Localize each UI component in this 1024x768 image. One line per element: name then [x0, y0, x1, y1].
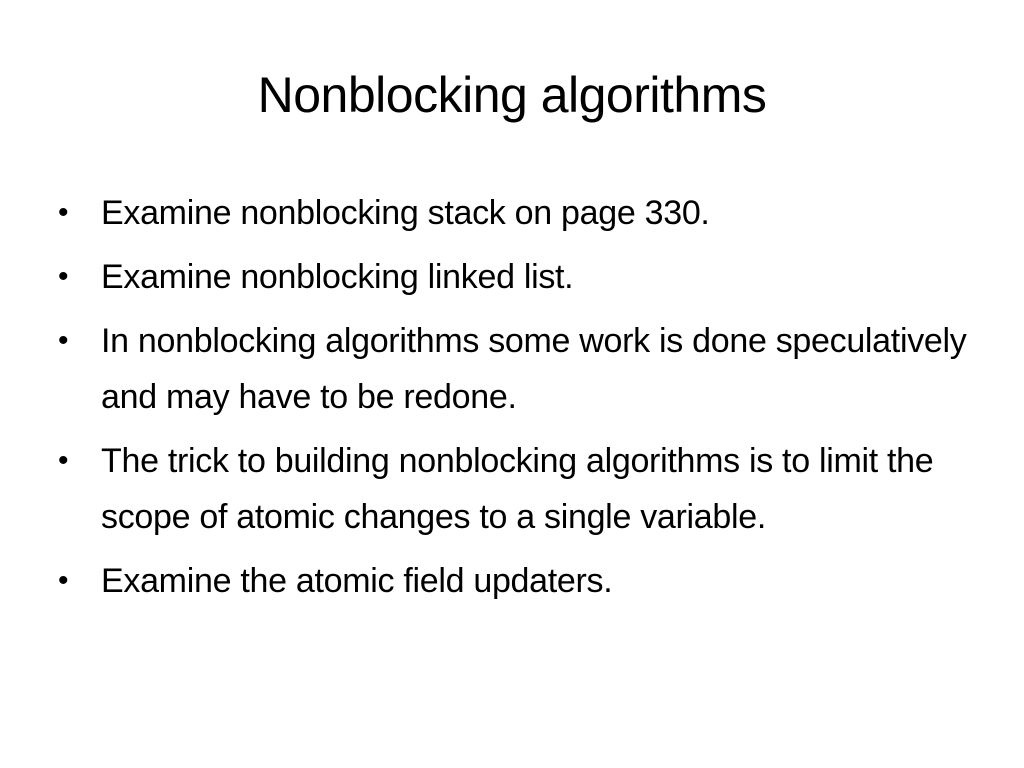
- bullet-item: [58, 249, 968, 305]
- bullet-text: In nonblocking algorithms some work is done speculatively and may have to be redone.: [101, 322, 967, 416]
- bullet-icon: •: [58, 324, 69, 357]
- bullet-item: [58, 433, 968, 545]
- slide-title: Nonblocking algorithms: [257, 67, 767, 123]
- bullet-icon: •: [58, 564, 69, 597]
- bullet-icon: •: [58, 260, 69, 293]
- bullet-text: Examine nonblocking linked list.: [101, 258, 574, 296]
- bullet-icon: •: [58, 444, 69, 477]
- bullet-item: [58, 553, 968, 609]
- bullet-text: The trick to building nonblocking algorithms is to limit the scope of atomic changes to a single variable.: [101, 442, 934, 536]
- bullet-list: [58, 185, 968, 609]
- bullet-icon: •: [58, 196, 69, 229]
- bullet-item: [58, 313, 968, 425]
- bullet-text: Examine nonblocking stack on page 330.: [101, 194, 710, 232]
- bullet-text: Examine the atomic field updaters.: [101, 562, 613, 600]
- bullet-item: [58, 185, 968, 241]
